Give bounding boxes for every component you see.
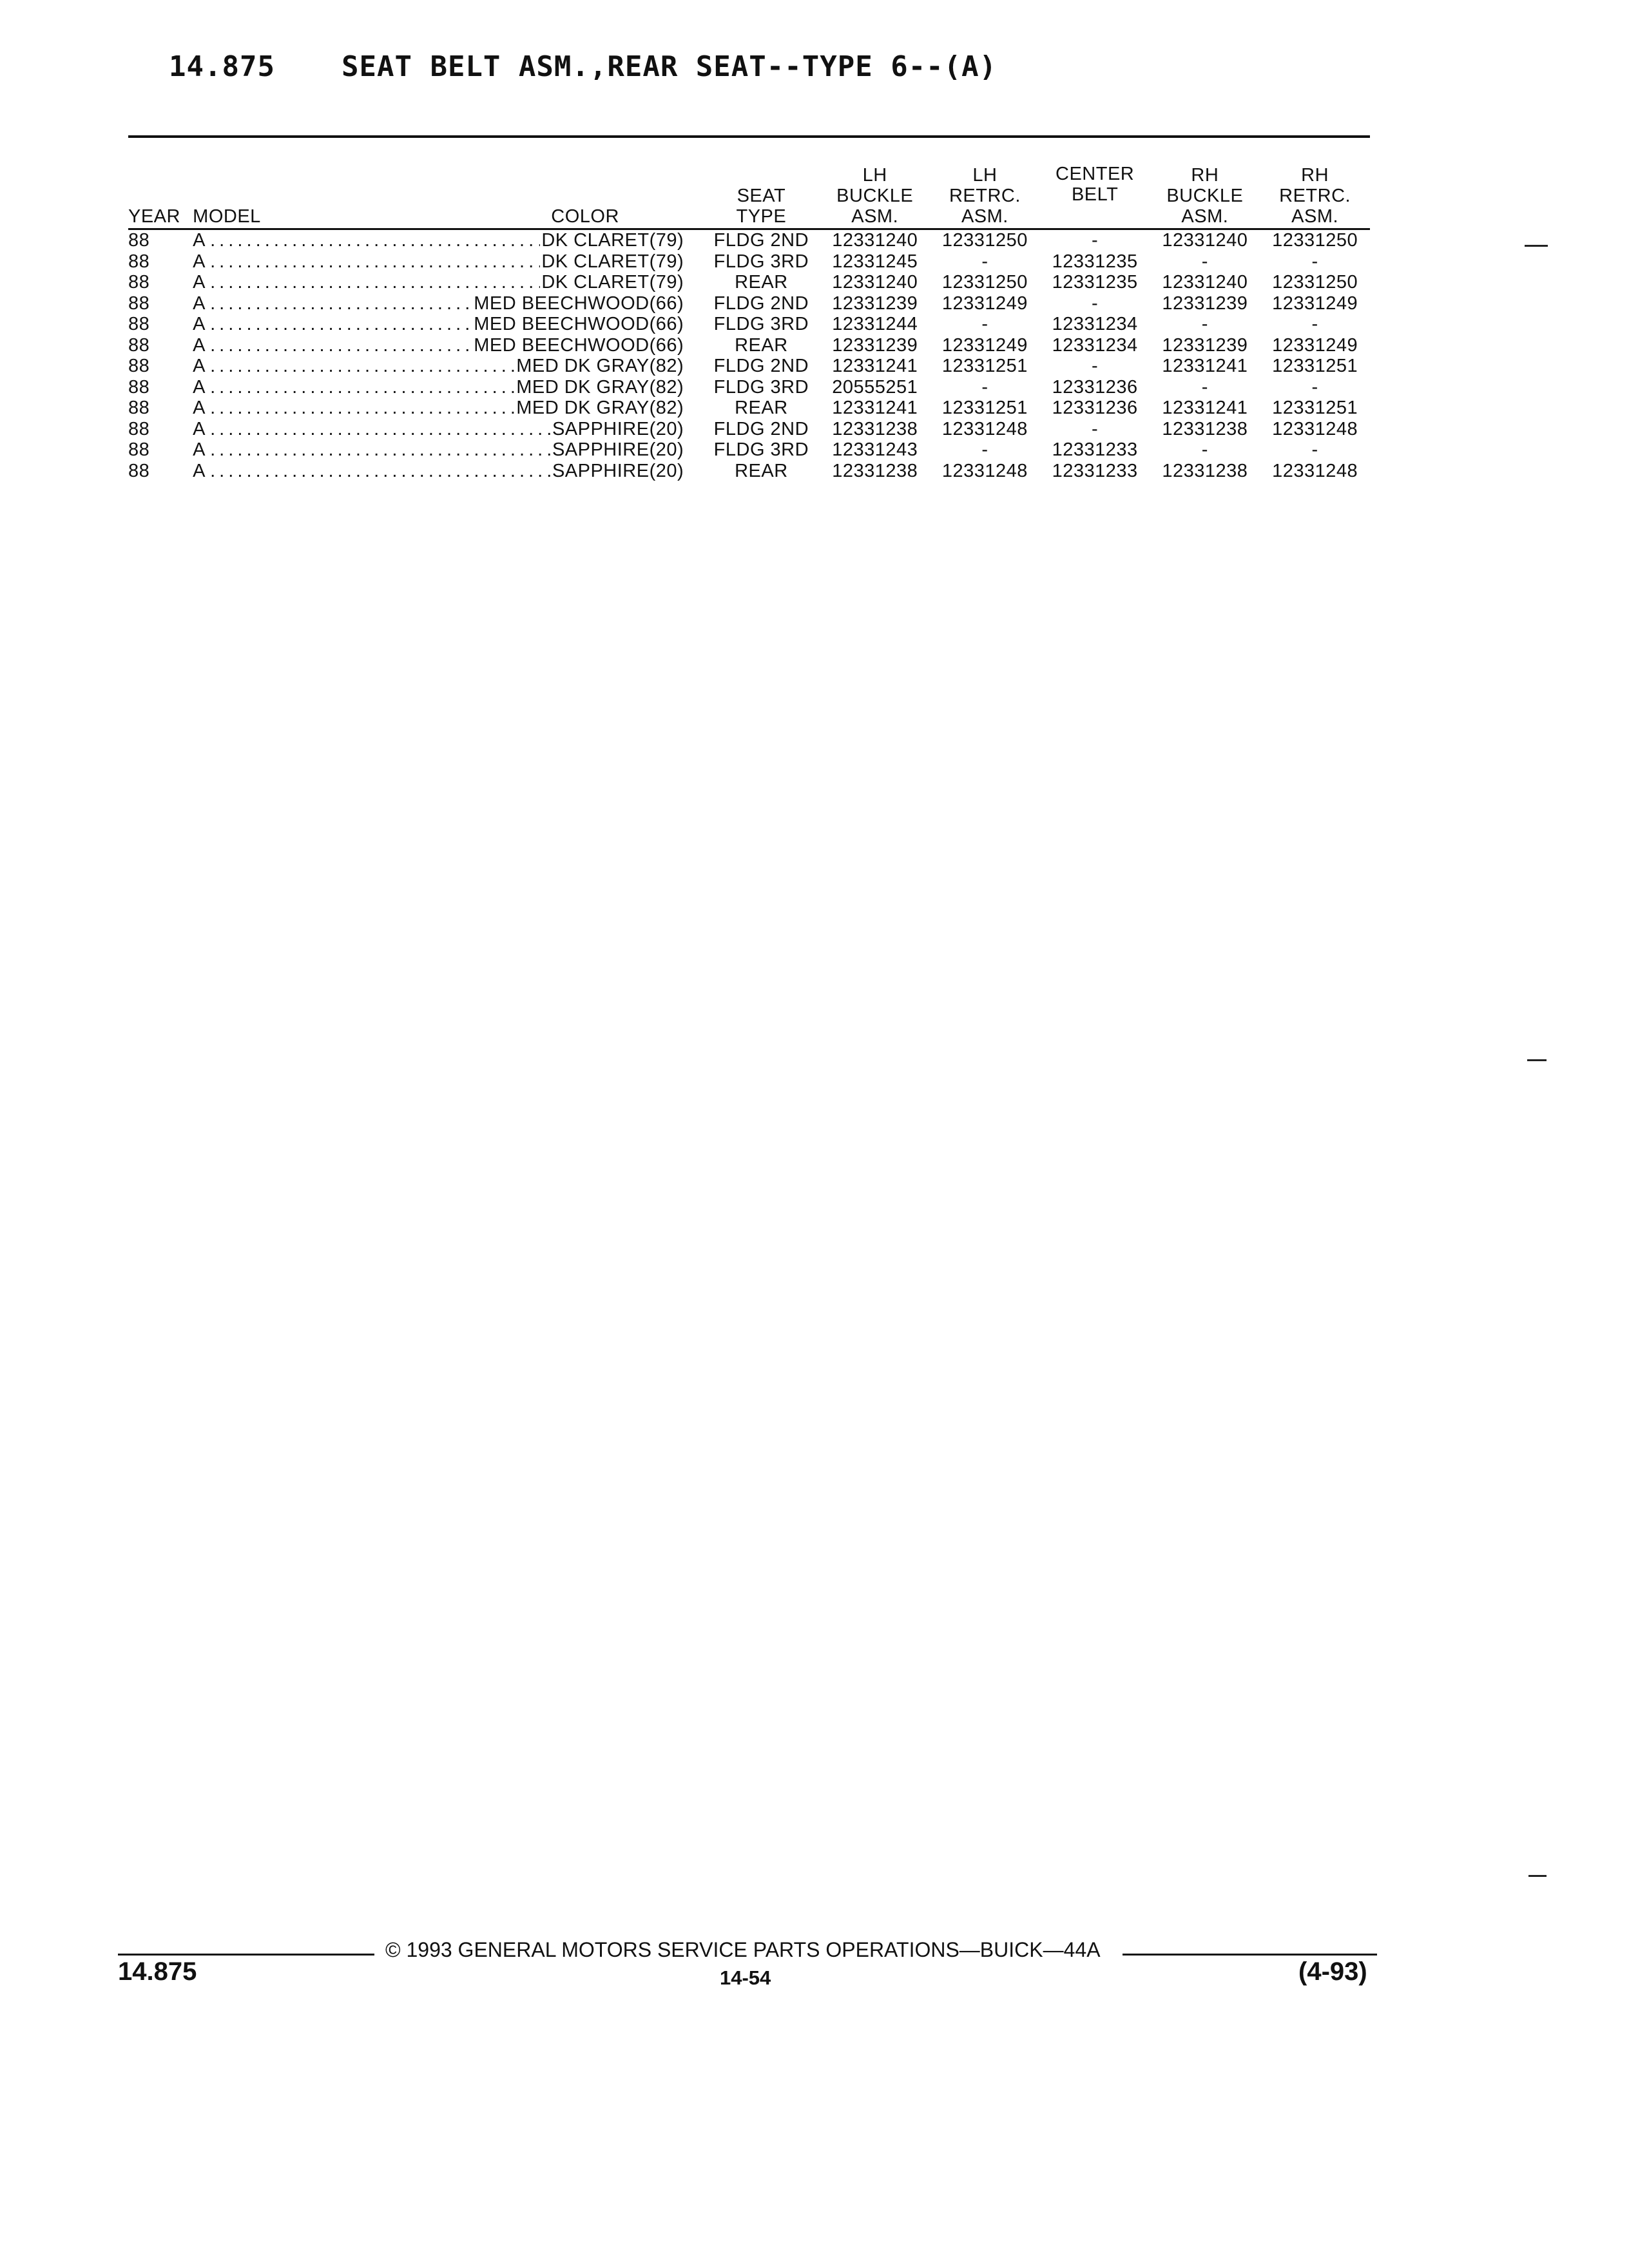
cell-model-color: [193, 377, 702, 398]
cell-rh-retrc: -: [1311, 376, 1318, 398]
cell-year: 88: [128, 230, 150, 251]
cell-lh-buckle: 20555251: [832, 376, 918, 398]
cell-rh-retrc: 12331249: [1272, 293, 1358, 314]
cell-model-color: [193, 356, 702, 377]
table-row: [128, 251, 1370, 273]
cell-color: DK CLARET(79): [541, 272, 684, 293]
cell-color: MED DK GRAY(82): [516, 398, 684, 418]
margin-tick-mark: [1525, 245, 1548, 247]
cell-rh-buckle: 12331240: [1162, 230, 1248, 251]
cell-lh-buckle: 12331238: [832, 418, 918, 439]
cell-color: MED DK GRAY(82): [516, 376, 684, 398]
cell-seat-type: FLDG 2ND: [713, 418, 809, 439]
cell-rh-buckle: 12331241: [1162, 356, 1248, 376]
cell-center-belt: -: [1092, 293, 1099, 314]
cell-rh-buckle: 12331238: [1162, 460, 1248, 481]
cell-lh-retrc: -: [981, 251, 988, 272]
cell-seat-type: FLDG 2ND: [713, 293, 809, 314]
cell-year: 88: [128, 356, 150, 376]
col-header-rh-buckle: RH BUCKLE ASM.: [1166, 165, 1244, 227]
cell-model-color: [193, 439, 702, 461]
table-row: [128, 335, 1370, 356]
cell-rh-retrc: 12331248: [1272, 460, 1358, 481]
table-row: [128, 439, 1370, 461]
col-header-lh-buckle: LH BUCKLE ASM.: [836, 165, 914, 227]
cell-center-belt: -: [1092, 356, 1099, 376]
cell-lh-retrc: 12331250: [941, 272, 1028, 293]
col-header-color: COLOR: [551, 206, 619, 227]
table-header-row: [128, 138, 1370, 228]
cell-color: DK CLARET(79): [541, 251, 684, 272]
cell-model: A . . .: [193, 335, 472, 356]
cell-lh-retrc: 12331249: [941, 334, 1028, 356]
cell-lh-retrc: 12331250: [941, 230, 1028, 251]
cell-lh-retrc: -: [981, 439, 988, 460]
table-body: [128, 228, 1370, 481]
cell-model: A . . .: [193, 230, 540, 251]
cell-rh-retrc: -: [1311, 439, 1318, 460]
footer-page-number: 14-54: [720, 1966, 771, 1989]
table-row: [128, 419, 1370, 440]
parts-table-container: [128, 135, 1370, 481]
cell-year: 88: [128, 251, 150, 272]
page-title: SEAT BELT ASM.,REAR SEAT--TYPE 6--(A): [342, 50, 998, 83]
cell-center-belt: 12331235: [1052, 272, 1138, 293]
footer-rule-left: [118, 1954, 374, 1956]
margin-tick-mark: [1527, 1059, 1547, 1061]
cell-center-belt: -: [1092, 418, 1099, 439]
cell-lh-buckle: 12331238: [832, 460, 918, 481]
col-header-center-belt: CENTER BELT: [1055, 164, 1135, 205]
cell-lh-retrc: -: [981, 314, 988, 334]
cell-color: MED DK GRAY(82): [516, 356, 684, 376]
cell-lh-retrc: -: [981, 376, 988, 398]
cell-center-belt: 12331234: [1052, 314, 1138, 334]
cell-color: SAPPHIRE(20): [552, 439, 684, 460]
cell-lh-buckle: 12331241: [832, 356, 918, 376]
footer-revision: (4-93): [1298, 1957, 1367, 1986]
cell-lh-retrc: 12331248: [941, 418, 1028, 439]
cell-seat-type: REAR: [735, 334, 788, 356]
cell-rh-buckle: 12331239: [1162, 293, 1248, 314]
cell-center-belt: -: [1092, 230, 1099, 251]
page-header: [169, 50, 997, 83]
section-number: 14.875: [169, 50, 275, 83]
cell-seat-type: REAR: [735, 460, 788, 481]
col-header-rh-retrc: RH RETRC. ASM.: [1279, 165, 1351, 227]
cell-model: A . . .: [193, 272, 540, 293]
cell-center-belt: 12331234: [1052, 334, 1138, 356]
cell-model: A . . .: [193, 314, 472, 335]
cell-center-belt: 12331233: [1052, 460, 1138, 481]
cell-color: MED BEECHWOOD(66): [474, 334, 684, 356]
cell-color: SAPPHIRE(20): [552, 460, 684, 481]
cell-lh-buckle: 12331241: [832, 398, 918, 418]
cell-model-color: [193, 419, 702, 440]
cell-rh-buckle: -: [1201, 376, 1208, 398]
cell-year: 88: [128, 418, 150, 439]
cell-year: 88: [128, 460, 150, 481]
table-row: [128, 272, 1370, 293]
parts-table: [128, 138, 1370, 481]
cell-lh-buckle: 12331240: [832, 272, 918, 293]
cell-rh-buckle: 12331241: [1162, 398, 1248, 418]
cell-rh-retrc: 12331250: [1272, 272, 1358, 293]
cell-model: A . . .: [193, 439, 551, 461]
cell-lh-buckle: 12331243: [832, 439, 918, 460]
cell-seat-type: REAR: [735, 272, 788, 293]
cell-model-color: [193, 335, 702, 356]
cell-model: A . . .: [193, 398, 515, 419]
cell-rh-retrc: 12331251: [1272, 356, 1358, 376]
cell-center-belt: 12331235: [1052, 251, 1138, 272]
cell-color: SAPPHIRE(20): [552, 418, 684, 439]
cell-rh-retrc: 12331248: [1272, 418, 1358, 439]
cell-model: A . . .: [193, 461, 551, 482]
table-row: [128, 461, 1370, 482]
cell-model-color: [193, 461, 702, 482]
col-header-year: YEAR: [128, 206, 180, 227]
cell-year: 88: [128, 398, 150, 418]
cell-lh-retrc: 12331248: [941, 460, 1028, 481]
cell-model-color: [193, 314, 702, 335]
cell-rh-buckle: 12331240: [1162, 272, 1248, 293]
cell-model-color: [193, 272, 702, 293]
col-header-lh-retrc: LH RETRC. ASM.: [949, 165, 1021, 227]
table-row: [128, 377, 1370, 398]
cell-model: A . . .: [193, 419, 551, 440]
margin-tick-mark: [1528, 1875, 1547, 1877]
cell-model-color: [193, 398, 702, 419]
cell-seat-type: FLDG 2ND: [713, 356, 809, 376]
cell-rh-buckle: 12331239: [1162, 334, 1248, 356]
cell-color: DK CLARET(79): [541, 230, 684, 251]
table-row: [128, 293, 1370, 314]
col-header-model: MODEL: [193, 206, 261, 227]
cell-lh-retrc: 12331251: [941, 356, 1028, 376]
cell-lh-retrc: 12331249: [941, 293, 1028, 314]
footer-section-number: 14.875: [118, 1957, 197, 1986]
cell-rh-buckle: -: [1201, 439, 1208, 460]
cell-rh-retrc: 12331251: [1272, 398, 1358, 418]
cell-model-color: [193, 293, 702, 314]
cell-model: A . . .: [193, 251, 540, 273]
table-row: [128, 398, 1370, 419]
cell-seat-type: FLDG 3RD: [713, 314, 809, 334]
cell-year: 88: [128, 314, 150, 334]
cell-rh-retrc: 12331249: [1272, 334, 1358, 356]
table-row: [128, 356, 1370, 377]
cell-year: 88: [128, 376, 150, 398]
cell-seat-type: FLDG 3RD: [713, 439, 809, 460]
cell-year: 88: [128, 272, 150, 293]
cell-rh-buckle: 12331238: [1162, 418, 1248, 439]
col-header-seat-type: SEAT TYPE: [736, 186, 787, 227]
cell-seat-type: FLDG 3RD: [713, 251, 809, 272]
cell-model-color: [193, 251, 702, 273]
cell-seat-type: REAR: [735, 398, 788, 418]
cell-rh-retrc: -: [1311, 314, 1318, 334]
cell-rh-buckle: -: [1201, 314, 1208, 334]
cell-lh-buckle: 12331239: [832, 334, 918, 356]
cell-model-color: [193, 230, 702, 251]
cell-center-belt: 12331233: [1052, 439, 1138, 460]
cell-seat-type: FLDG 2ND: [713, 230, 809, 251]
cell-model: A . . .: [193, 356, 515, 377]
cell-model: A . . .: [193, 293, 472, 314]
table-row: [128, 314, 1370, 335]
cell-lh-buckle: 12331244: [832, 314, 918, 334]
cell-lh-buckle: 12331245: [832, 251, 918, 272]
cell-color: MED BEECHWOOD(66): [474, 314, 684, 334]
cell-model: A . . .: [193, 377, 515, 398]
cell-color: MED BEECHWOOD(66): [474, 293, 684, 314]
footer-copyright: © 1993 GENERAL MOTORS SERVICE PARTS OPERATIONS—BUICK—44A: [385, 1938, 1101, 1961]
cell-center-belt: 12331236: [1052, 398, 1138, 418]
footer-rule-right: [1123, 1954, 1377, 1956]
cell-year: 88: [128, 334, 150, 356]
cell-rh-retrc: 12331250: [1272, 230, 1358, 251]
cell-lh-retrc: 12331251: [941, 398, 1028, 418]
cell-lh-buckle: 12331239: [832, 293, 918, 314]
cell-rh-retrc: -: [1311, 251, 1318, 272]
cell-center-belt: 12331236: [1052, 376, 1138, 398]
table-row: [128, 230, 1370, 251]
cell-rh-buckle: -: [1201, 251, 1208, 272]
cell-lh-buckle: 12331240: [832, 230, 918, 251]
cell-seat-type: FLDG 3RD: [713, 376, 809, 398]
cell-year: 88: [128, 293, 150, 314]
cell-year: 88: [128, 439, 150, 460]
